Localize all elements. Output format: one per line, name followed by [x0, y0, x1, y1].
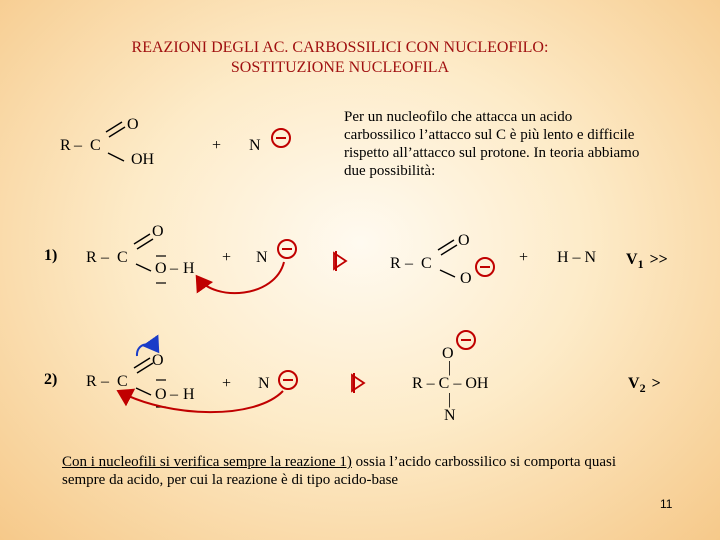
acid-dash: – — [74, 137, 82, 154]
route-2-o: O — [152, 352, 164, 369]
route-1-dash: – — [101, 249, 109, 266]
page-number: 11 — [660, 497, 673, 511]
route-1-p-o: O — [458, 232, 470, 249]
route-2-p-bar-bottom: | — [448, 391, 452, 408]
route-1-reactant — [86, 223, 195, 283]
route-2-p-chain: R – C – OH — [412, 375, 489, 392]
conclusion-rest: ossia l’acido carbossilico si comporta quasi sempre da acido, per cui la reazione è di tipo acido-base — [62, 454, 616, 488]
curved-arrow-attack-on-carbon — [120, 391, 283, 412]
equilibrium-arrow-1 — [334, 251, 346, 271]
title-line-2: SOSTITUZIONE NUCLEOFILA — [230, 59, 450, 76]
route-1-oh-o: O — [155, 260, 167, 277]
route-1-n: N — [256, 249, 268, 266]
acid-structure — [60, 116, 155, 168]
route-1-oh-h: H — [183, 260, 195, 277]
route-1-c: C — [117, 249, 128, 266]
acid-oh: OH — [131, 151, 155, 168]
route-1-nucleophile — [256, 240, 296, 266]
conclusion-underlined: Con i nucleofili si verifica sempre la reazione 1) — [62, 454, 352, 470]
route-1-r: R — [86, 249, 97, 266]
route-2-product — [412, 331, 489, 424]
title-line-1: REAZIONI DEGLI AC. CARBOSSILICI CON NUCLEOFILO: — [131, 39, 549, 56]
route-2-rate: $V_2$ > — [628, 375, 661, 395]
route-2-label: 2) — [44, 371, 58, 388]
acid-o: O — [127, 116, 139, 133]
nucleophile-n: N — [249, 137, 261, 154]
route-1-rate: $V_1$ >> — [626, 251, 668, 271]
route-1-o: O — [152, 223, 164, 240]
route-1-p-plus: + — [519, 249, 529, 266]
route-2-oh-h: H — [183, 386, 195, 403]
route-2-p-n: N — [444, 407, 456, 424]
route-1-p-c: C — [421, 255, 432, 272]
route-1-plus: + — [222, 249, 232, 266]
curved-arrow-attack-on-proton — [198, 262, 284, 293]
route-2-oh-o: O — [155, 386, 167, 403]
route-2-p-bar-top: | — [448, 359, 452, 376]
route-1-p-hn: H – N — [557, 249, 597, 266]
route-2-oh-dash: – — [170, 386, 178, 403]
route-1-label: 1) — [44, 247, 58, 264]
route-1-product — [390, 232, 494, 287]
route-2-dash: – — [101, 373, 109, 390]
route-1-oh-dash: – — [170, 260, 178, 277]
route-2-r: R — [86, 373, 97, 390]
route-2-n: N — [258, 375, 270, 392]
route-2-p-o: O — [442, 345, 454, 362]
route-1-p-ominus: O — [460, 270, 472, 287]
equilibrium-arrow-2 — [352, 373, 364, 393]
route-2-reactant — [86, 352, 195, 407]
route-2-nucleophile — [258, 371, 297, 392]
route-1-p-r: R — [390, 255, 401, 272]
explanatory-note: Per un nucleofilo che attacca un acido carbossilico l’attacco sul C è più lento e difficile rispetto all’attacco sul protone. In teoria abbiamo due possibilità: — [344, 109, 640, 179]
route-2-c: C — [117, 373, 128, 390]
route-2-plus: + — [222, 375, 232, 392]
acid-c: C — [90, 137, 101, 154]
conclusion-text — [62, 453, 662, 489]
plus-sign: + — [212, 137, 222, 154]
acid-r: R — [60, 137, 71, 154]
route-1-p-dash: – — [405, 255, 413, 272]
single-bond — [108, 153, 124, 161]
nucleophile — [249, 129, 290, 154]
